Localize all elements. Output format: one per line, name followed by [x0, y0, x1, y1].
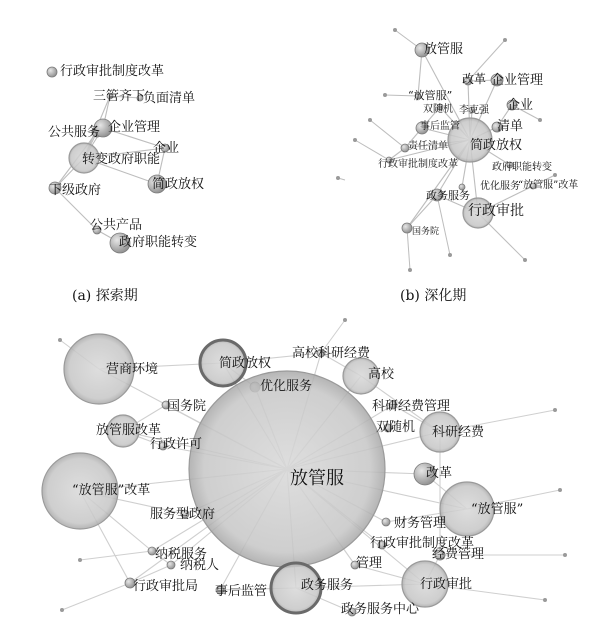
panel-c-minor-node-5 — [343, 318, 347, 322]
panel-c-minor-node-0 — [58, 338, 62, 342]
panel-a-label-zfznzb: 政府职能转变 — [119, 235, 198, 250]
panel-c-label-gl: 管理 — [356, 556, 383, 571]
panel-b-edge-stray-2 — [355, 140, 389, 160]
panel-b-minor-node-3 — [538, 118, 542, 122]
panel-b-minor-node-1 — [368, 118, 372, 122]
panel-c-label-fgf: 放管服 — [290, 468, 344, 489]
panel-c-label-gx: 高校 — [368, 367, 395, 382]
panel-c-label-shjg: 事后监管 — [215, 584, 268, 599]
panel-a-node-xzspzdgg — [47, 67, 57, 77]
panel-b-label-qygl: 企业管理 — [491, 73, 544, 88]
panel-c-minor-node-6 — [78, 558, 82, 562]
panel-c-label-yshj: 营商环境 — [106, 362, 159, 377]
panel-c-label-nsr: 纳税人 — [180, 558, 220, 573]
panel-b-minor-node-10 — [336, 176, 340, 180]
panel-a-label-sgqx: 三管齐下 — [93, 89, 146, 104]
panel-b-label-fgfgg: “放管服”改革 — [518, 180, 579, 191]
caption-b: (b) 深化期 — [400, 288, 467, 304]
panel-b-label-lkq: 李克强 — [459, 105, 489, 116]
panel-c-label-xzspzdgg: 行政审批制度改革 — [370, 536, 475, 551]
panel-c-label-xzsp: 行政审批 — [420, 577, 473, 592]
panel-b-node-gwy — [402, 223, 412, 233]
panel-b-label-yhfw: 优化服务 — [480, 181, 520, 192]
panel-c-node-fgf — [189, 371, 385, 567]
panel-c-label-jzfq: 简政放权 — [219, 356, 272, 371]
panel-b-minor-node-0 — [393, 28, 397, 32]
panel-c-label-fgfq: “放管服” — [471, 502, 524, 517]
panel-c-label-fgfggq: “放管服”改革 — [72, 483, 151, 498]
panel-c-label-xzspj: 行政审批局 — [133, 579, 199, 594]
panel-b-label-fgfq: “放管服” — [408, 89, 453, 102]
panel-b-label-qd: 清单 — [497, 119, 524, 134]
panel-b-label-shjg: 事后监管 — [420, 121, 460, 132]
panel-b-minor-node-6 — [448, 253, 452, 257]
panel-b-label-zrqd: 责任清单 — [408, 141, 448, 152]
panel-b-label-xzsp: 行政审批 — [468, 203, 524, 219]
panel-c-edge-stray-6 — [80, 551, 152, 560]
panel-a-label-ggcp: 公共产品 — [90, 218, 143, 233]
panel-c-label-cwgl: 财务管理 — [394, 516, 447, 531]
panel-b-label-fgf: 放管服 — [424, 42, 464, 57]
caption-a: (a) 探索期 — [72, 288, 138, 304]
panel-c-label-fwxzf: 服务型政府 — [150, 507, 216, 522]
panel-c-minor-node-1 — [553, 408, 557, 412]
panel-a-label-ggfw: 公共服务 — [48, 125, 101, 140]
panel-a-label-xzspzdgg: 行政审批制度改革 — [60, 64, 165, 79]
panel-b-label-gg: 改革 — [462, 72, 487, 86]
panel-c-node-cwgl — [382, 518, 390, 526]
panel-b-edge-stray-6 — [437, 195, 450, 255]
panel-b-labels — [378, 42, 578, 237]
panel-b-label-ssj: 双随机 — [423, 104, 453, 115]
panel-a-label-fmqd: 负面清单 — [143, 91, 196, 106]
panel-c-edge-stray-3 — [62, 583, 130, 610]
panel-c-label-yhfw: 优化服务 — [260, 379, 313, 394]
panel-c-node-nsr — [167, 561, 175, 569]
panel-c-label-gwy: 国务院 — [167, 399, 207, 414]
panel-c-label-kyjfgl: 科研经费管理 — [372, 399, 451, 414]
panel-c-minor-node-2 — [543, 598, 547, 602]
panel-c-label-kyjf: 科研经费 — [432, 425, 485, 440]
panel-b-label-zwfw: 政务服务 — [426, 189, 470, 202]
panel-a-label-zbzfzn: 转变政府职能 — [82, 152, 161, 167]
panel-b-label-qy: 企业 — [507, 98, 534, 113]
panel-c-minor-node-4 — [558, 488, 562, 492]
panel-c-minor-node-7 — [563, 553, 567, 557]
panel-b-label-jzfq: 简政放权 — [470, 138, 523, 153]
panel-c-label-gxkyjf: 高校科研经费 — [292, 346, 371, 361]
panel-b-minor-node-7 — [523, 258, 527, 262]
panel-b-minor-node-5 — [408, 268, 412, 272]
panel-c-label-xzxk: 行政许可 — [150, 437, 203, 452]
panel-c-label-fgfgg0: 放管服改革 — [96, 423, 162, 438]
panel-b-label-gwy: 国务院 — [412, 227, 440, 237]
panel-b-minor-node-9 — [503, 38, 507, 42]
panel-a-label-xjzf: 下级政府 — [49, 183, 102, 198]
panel-b-minor-node-8 — [383, 93, 387, 97]
panel-b-label-xzspzdgg: 行政审批制度改革 — [378, 159, 458, 170]
panel-c-label-jfgl: 经费管理 — [432, 547, 485, 562]
panel-b-label-zfznzb: 政府职能转变 — [492, 162, 552, 173]
panel-c-label-gg: 改革 — [426, 466, 453, 481]
panel-b-minor-node-2 — [353, 138, 357, 142]
panel-b-edge-stray-1 — [370, 120, 405, 148]
panel-c-label-zwfwzx: 政务服务中心 — [341, 602, 420, 617]
panel-b-minor-node-4 — [553, 173, 557, 177]
panel-a-label-jzfq: 简政放权 — [152, 177, 205, 192]
panel-c-label-nsfw: 纳税服务 — [155, 547, 208, 562]
panel-c-label-ssj: 双随机 — [376, 420, 416, 435]
panel-a-label-qy: 企业 — [153, 141, 180, 156]
panel-b-edge-stray-5 — [407, 228, 410, 270]
panel-c-label-zwfw: 政务服务 — [301, 578, 354, 593]
panel-c-minor-node-3 — [60, 608, 64, 612]
panel-a-label-qygl: 企业管理 — [108, 120, 161, 135]
